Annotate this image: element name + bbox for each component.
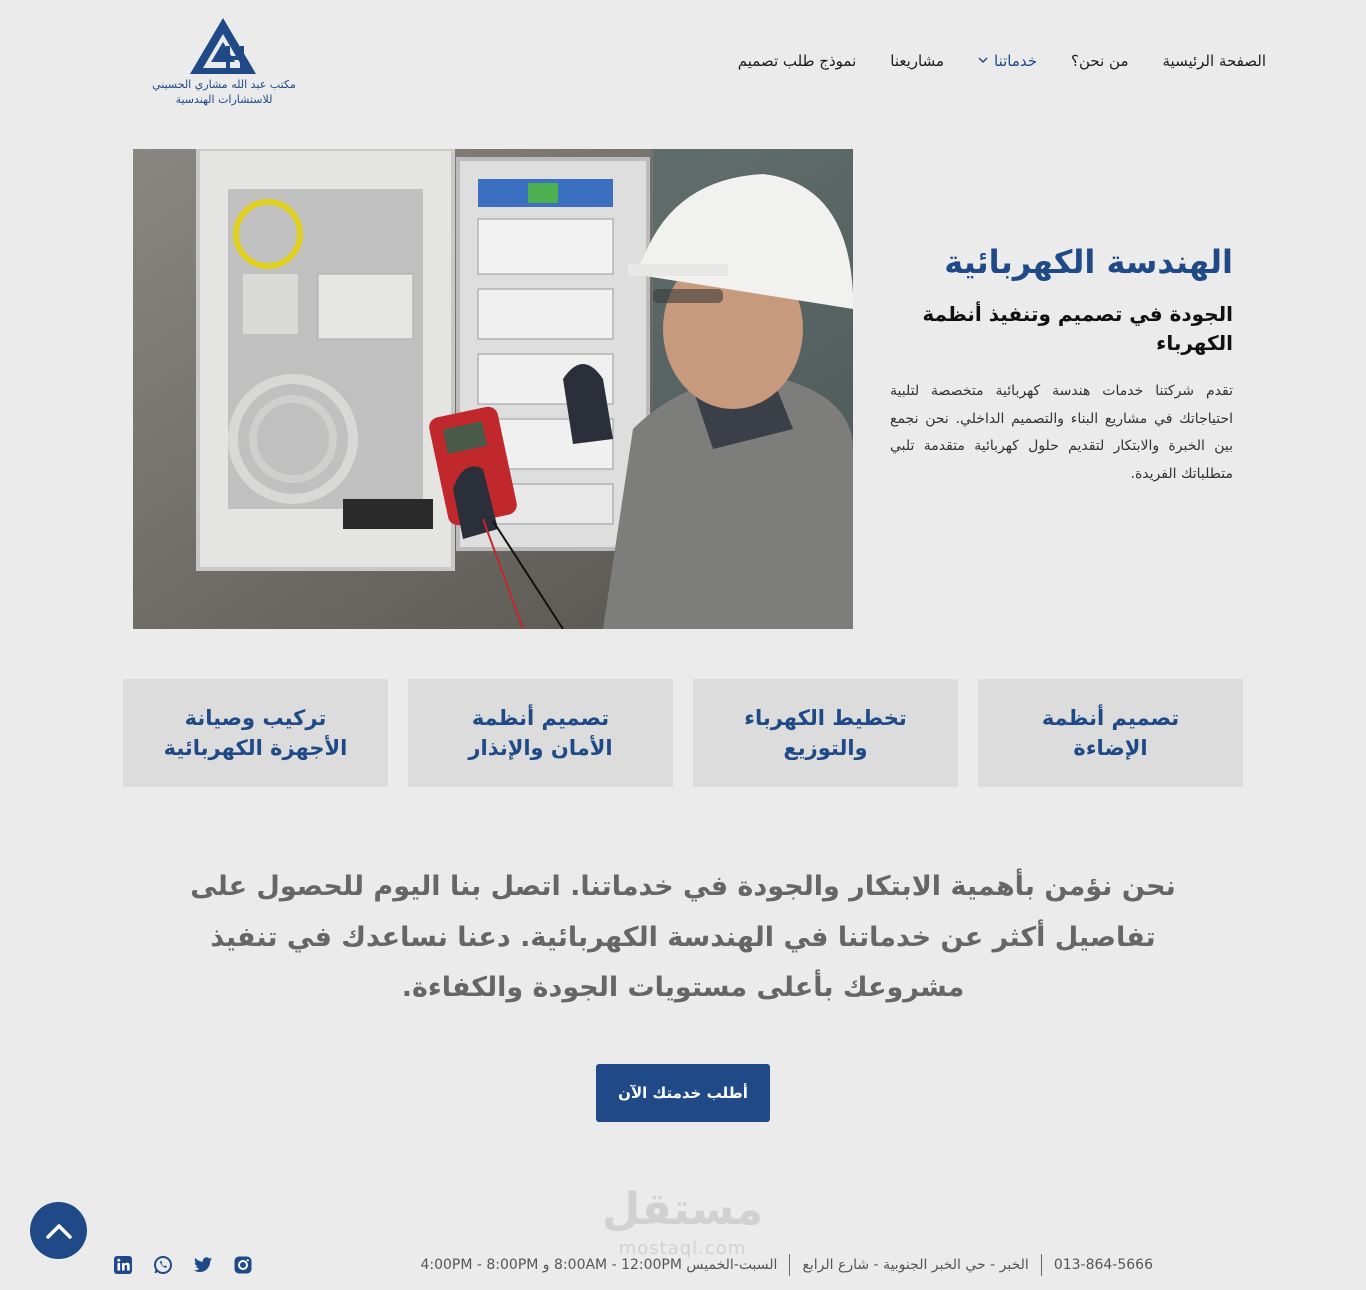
page-title: الهندسة الكهربائية: [944, 243, 1233, 281]
hero-description: تقدم شركتنا خدمات هندسة كهربائية متخصصة لتلبية احتياجاتك في مشاريع البناء والتصميم الداخلي. نحن نجمع بين الخبرة والابتكار لتقديم حلول كهربائية متقدمة تلبي متطلباتك الفريدة.: [890, 383, 1233, 482]
working-hours: السبت-الخميس 8:00AM - 12:00PM و 4:00PM - 8:00PM: [420, 1257, 778, 1273]
chevron-up-icon: [46, 1223, 72, 1239]
contact-info: [420, 1254, 1153, 1276]
nav-item-projects[interactable]: مشاريعنا: [890, 52, 944, 70]
twitter-icon[interactable]: [193, 1255, 213, 1275]
logo-name: مكتب عبد الله مشاري الحسيني: [152, 78, 296, 91]
chevron-down-icon: [978, 54, 988, 67]
site-header: [0, 0, 1366, 120]
watermark: [595, 1180, 770, 1265]
service-card-lighting[interactable]: تصميم أنظمة الإضاءة: [978, 679, 1243, 787]
nav-item-design-request[interactable]: نموذج طلب تصميم: [737, 52, 857, 70]
logo-tagline: للاستشارات الهندسية: [175, 93, 273, 106]
main-nav: [738, 52, 1266, 70]
service-card-security[interactable]: تصميم أنظمة الأمان والإنذار: [408, 679, 673, 787]
divider: [789, 1254, 790, 1276]
phone-number[interactable]: 013-864-5666: [1053, 1257, 1153, 1273]
service-card-distribution[interactable]: تخطيط الكهرباء والتوزيع: [693, 679, 958, 787]
nav-item-services[interactable]: [978, 52, 1037, 70]
hero-image: [133, 149, 853, 629]
closing-statement: نحن نؤمن بأهمية الابتكار والجودة في خدماتنا. اتصل بنا اليوم للحصول على تفاصيل أكثر عن خدماتنا في الهندسة الكهربائية. دعنا نساعدك في تنفيذ مشروعك بأعلى مستويات الجودة والكفاءة.: [190, 871, 1176, 1003]
scroll-to-top-button[interactable]: [30, 1202, 87, 1259]
hero-subtitle: الجودة في تصميم وتنفيذ أنظمة الكهرباء: [922, 302, 1233, 355]
watermark-url: mostaql.com: [618, 1238, 747, 1259]
whatsapp-icon[interactable]: [153, 1255, 173, 1275]
divider: [1041, 1254, 1042, 1276]
service-card-installation[interactable]: تركيب وصيانة الأجهزة الكهربائية: [123, 679, 388, 787]
nav-item-about[interactable]: من نحن؟: [1071, 52, 1129, 70]
services-cards: [123, 679, 1243, 787]
nav-item-home[interactable]: الصفحة الرئيسية: [1162, 52, 1266, 70]
logo-mark-icon: [188, 16, 258, 76]
logo[interactable]: [140, 16, 308, 112]
hero-text: [890, 240, 1233, 488]
nav-item-services-label: خدماتنا: [994, 52, 1038, 70]
address: الخبر - حي الخبر الجنوبية - شارع الرابع: [802, 1257, 1029, 1273]
request-service-button[interactable]: أطلب خدمتك الآن: [596, 1064, 770, 1122]
watermark-arabic: مستقل: [602, 1184, 763, 1235]
social-links: [113, 1255, 253, 1275]
instagram-icon[interactable]: [233, 1255, 253, 1275]
linkedin-icon[interactable]: [113, 1255, 133, 1275]
